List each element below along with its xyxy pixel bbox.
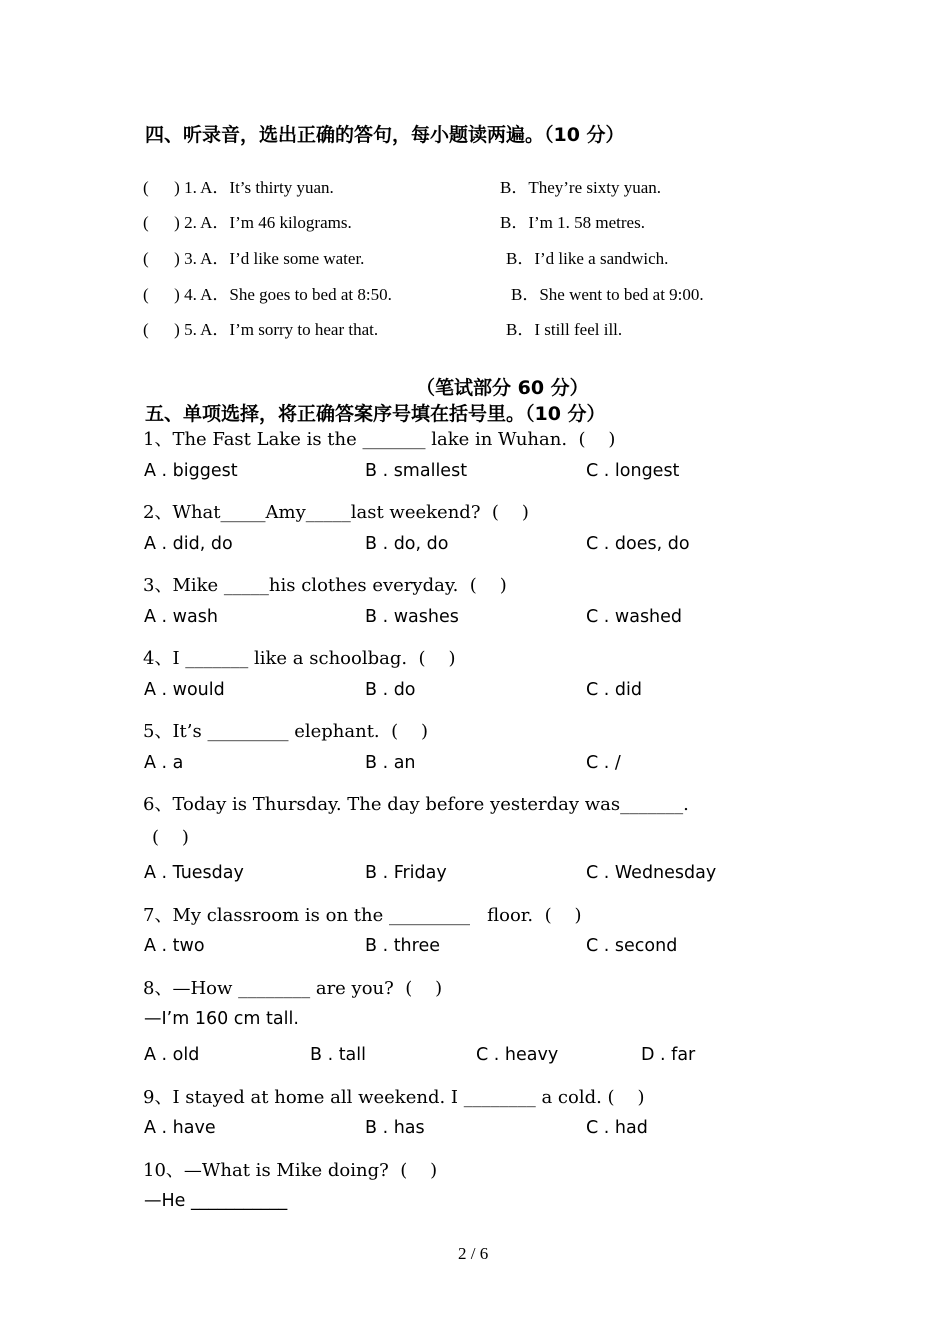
q1-option-a: A . biggest — [144, 461, 238, 481]
listening-option-b-5: B．I still feel ill. — [506, 320, 623, 339]
q9-option-a: A . have — [144, 1118, 216, 1138]
q4-option-a: A . would — [144, 680, 225, 700]
q7-option-a: A . two — [144, 936, 205, 956]
listening-question-2: ( ) 2. A．I’m 46 kilograms. — [143, 213, 352, 232]
listening-option-b-1: B．They’re sixty yuan. — [500, 178, 661, 197]
section5-title: 五、单项选择，将正确答案序号填在括号里。（10 分） — [145, 403, 606, 425]
q5-option-a: A . a — [144, 753, 184, 773]
question-10: 10、—What is Mike doing? ( ) — [143, 1160, 438, 1181]
question-2: 2、What_____Amy_____last weekend? ( ) — [143, 502, 529, 523]
q1-option-b: B . smallest — [365, 461, 468, 481]
question-1: 1、The Fast Lake is the _______ lake in Wuhan. ( ) — [143, 429, 616, 450]
question-6: 6、Today is Thursday. The day before yesterday was_______. — [143, 794, 689, 815]
q7-option-c: C . second — [586, 936, 678, 956]
q8-option-a: A . old — [144, 1045, 200, 1065]
listening-question-4: ( ) 4. A．She goes to bed at 8:50. — [143, 285, 392, 304]
q6-option-b: B . Friday — [365, 863, 447, 883]
q2-option-a: A . did, do — [144, 534, 233, 554]
q9-option-b: B . has — [365, 1118, 425, 1138]
listening-question-5: ( ) 5. A．I’m sorry to hear that. — [143, 320, 379, 339]
q8-option-d: D . far — [641, 1045, 696, 1065]
q1-option-c: C . longest — [586, 461, 680, 481]
page-number: 2 / 6 — [458, 1244, 489, 1263]
q8-answer-line: —I’m 160 cm tall. — [144, 1009, 299, 1029]
question-9: 9、I stayed at home all weekend. I ________ a cold. ( ) — [143, 1087, 645, 1108]
q5-option-b: B . an — [365, 753, 416, 773]
q5-option-c: C . / — [586, 753, 621, 773]
q4-option-c: C . did — [586, 680, 642, 700]
q6-option-c: C . Wednesday — [586, 863, 717, 883]
question-7: 7、My classroom is on the _________ floor. ( ) — [143, 905, 582, 926]
q9-option-c: C . had — [586, 1118, 648, 1138]
listening-option-b-2: B．I’m 1. 58 metres. — [500, 213, 645, 232]
q2-option-b: B . do, do — [365, 534, 449, 554]
listening-question-1: ( ) 1. A．It’s thirty yuan. — [143, 178, 334, 197]
q7-option-b: B . three — [365, 936, 440, 956]
written-part-heading: （笔试部分 60 分） — [416, 377, 589, 399]
section4-title: 四、听录音，选出正确的答句，每小题读两遍。（10 分） — [145, 124, 625, 146]
q2-option-c: C . does, do — [586, 534, 690, 554]
question-3: 3、Mike _____his clothes everyday. ( ) — [143, 575, 507, 596]
listening-option-b-3: B．I’d like a sandwich. — [506, 249, 669, 268]
listening-option-b-4: B．She went to bed at 9:00. — [511, 285, 704, 304]
listening-question-3: ( ) 3. A．I’d like some water. — [143, 249, 365, 268]
q10-answer-line: —He ___________ — [144, 1191, 288, 1211]
q6-option-a: A . Tuesday — [144, 863, 244, 883]
question-6-answer-paren: ( ) — [152, 827, 189, 848]
q8-option-c: C . heavy — [476, 1045, 559, 1065]
q3-option-b: B . washes — [365, 607, 459, 627]
q4-option-b: B . do — [365, 680, 416, 700]
q8-option-b: B . tall — [310, 1045, 367, 1065]
q3-option-a: A . wash — [144, 607, 218, 627]
question-8: 8、—How ________ are you? ( ) — [143, 978, 443, 999]
question-4: 4、I _______ like a schoolbag. ( ) — [143, 648, 456, 669]
q3-option-c: C . washed — [586, 607, 683, 627]
question-5: 5、It’s _________ elephant. ( ) — [143, 721, 429, 742]
